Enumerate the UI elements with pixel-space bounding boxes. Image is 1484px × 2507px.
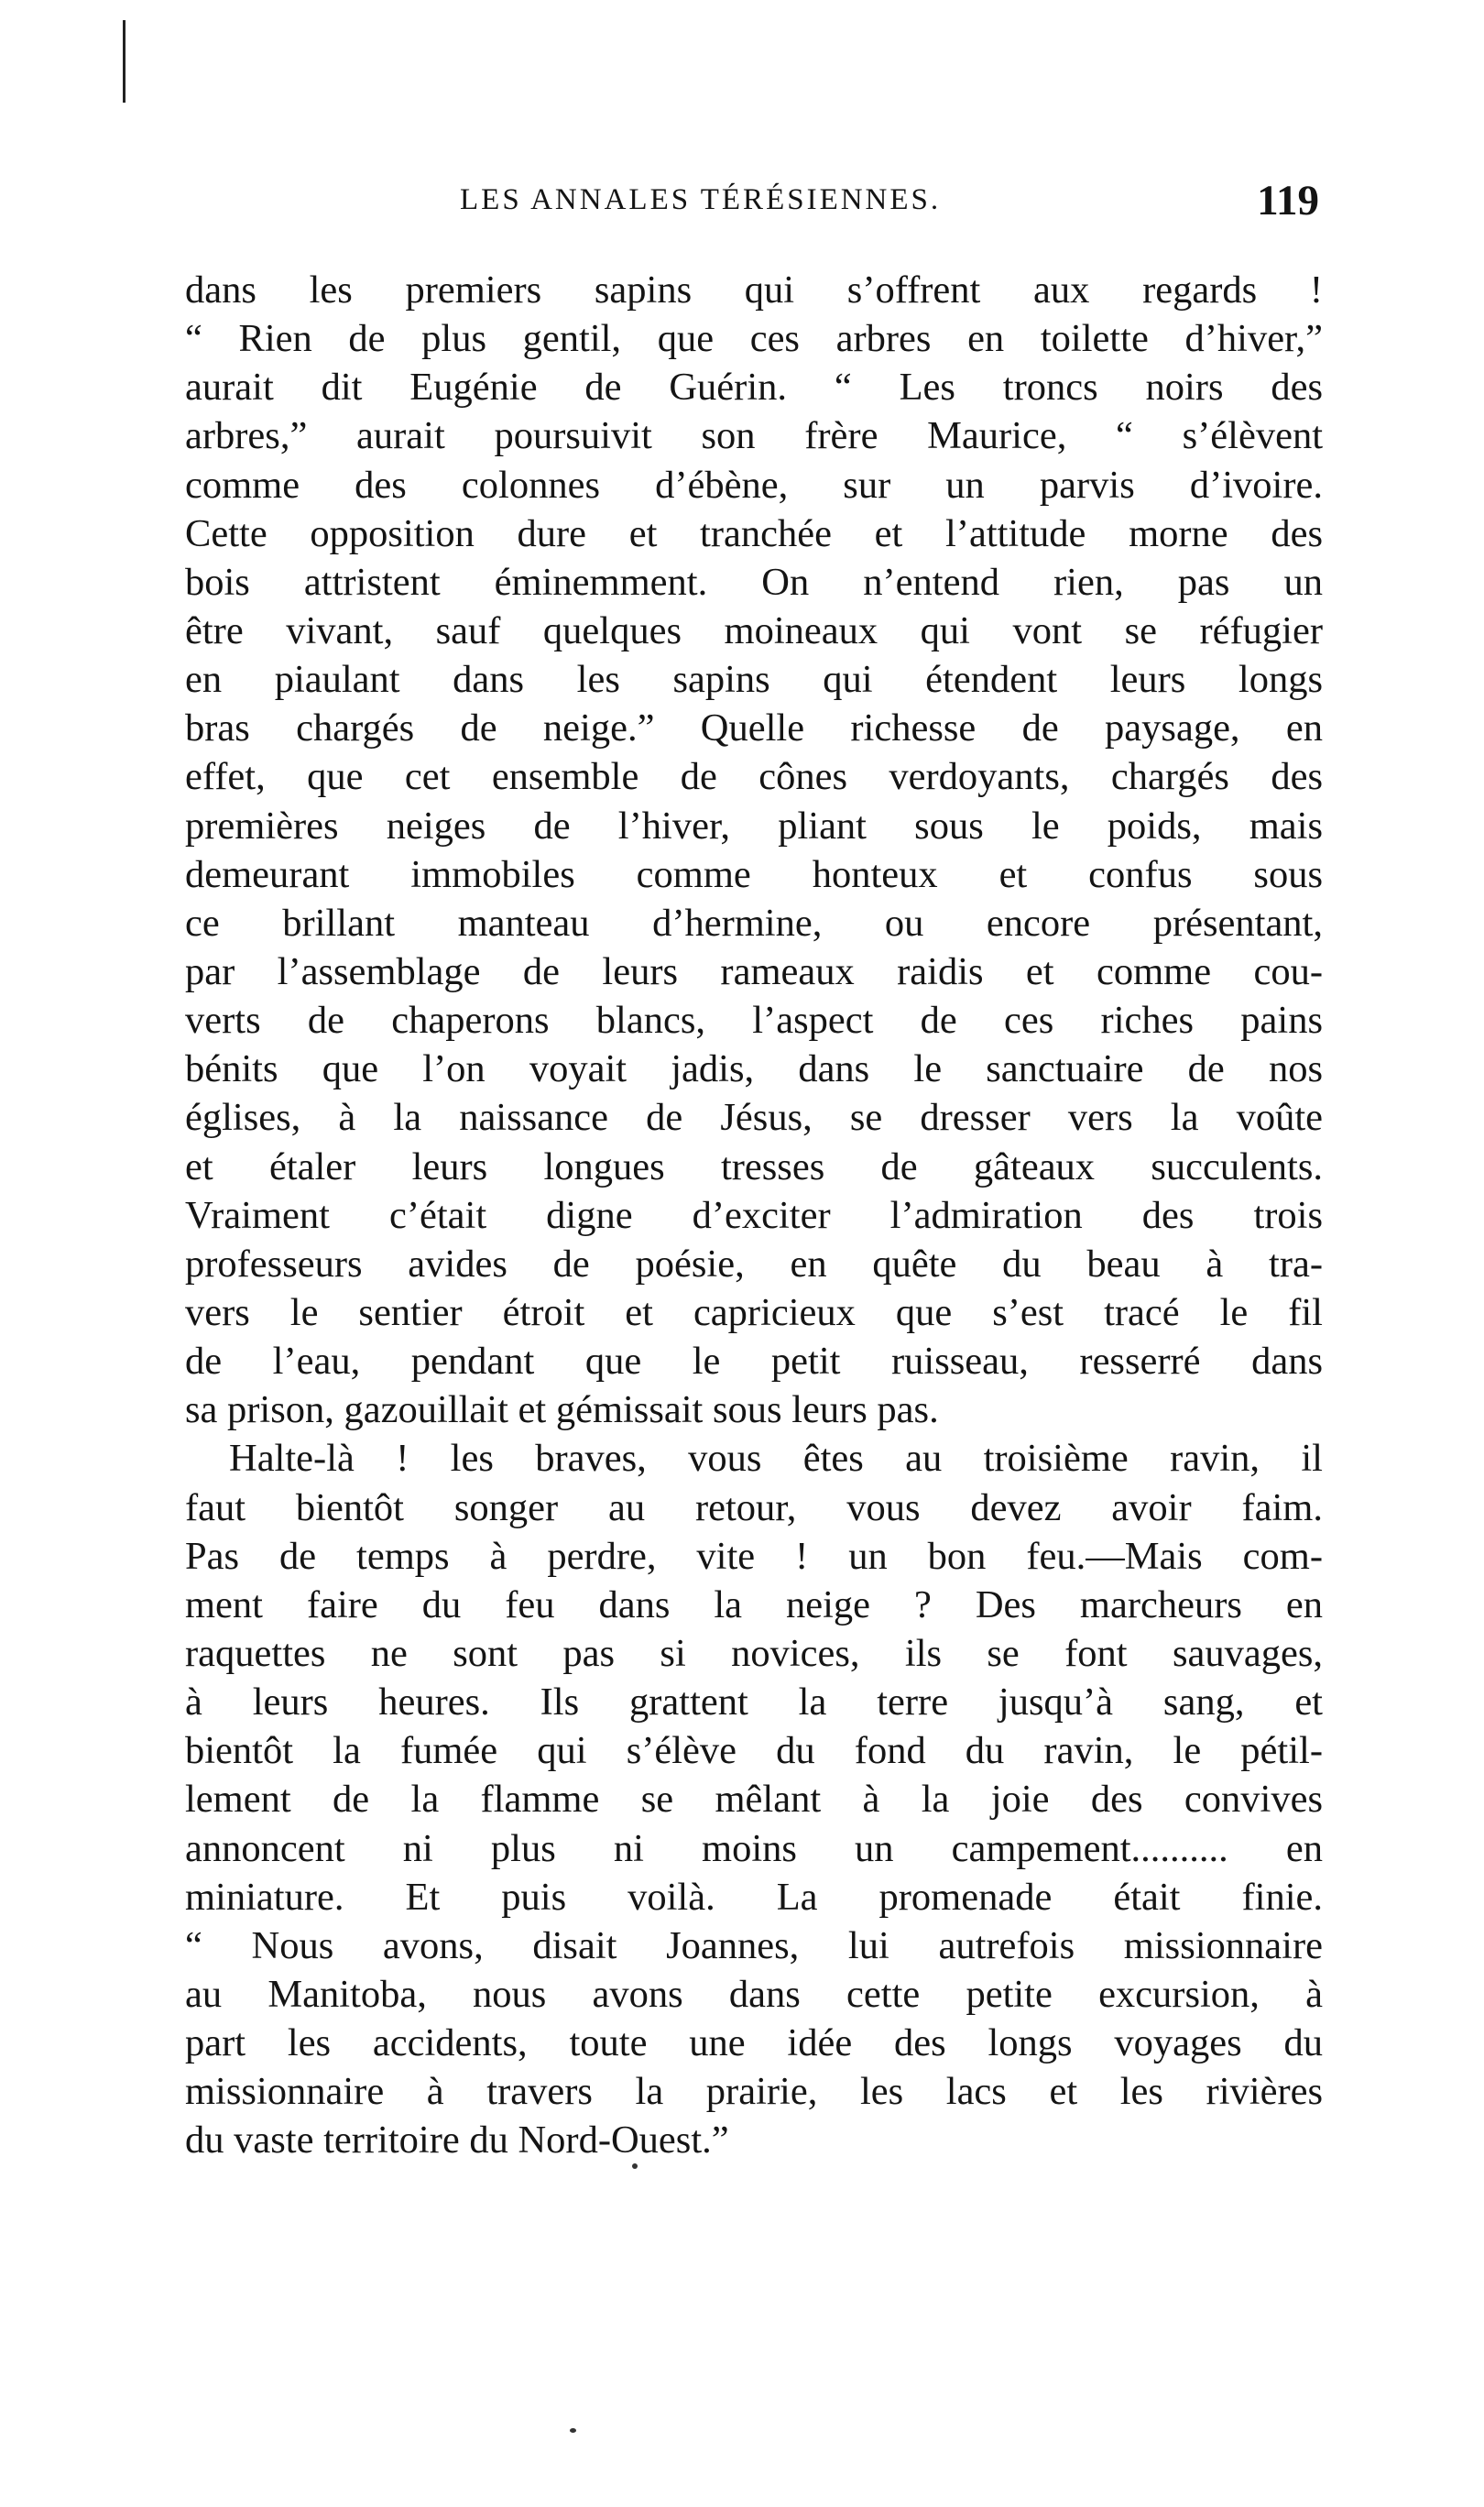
text-line: être vivant, sauf quelques moineaux qui vont se réfugier xyxy=(185,608,1323,652)
text-line: raquettes ne sont pas si novices, ils se font sauvages, xyxy=(185,1631,1323,1675)
text-line: de l’eau, pendant que le petit ruisseau, resserré dans xyxy=(185,1340,1323,1384)
text-line: Pas de temps à perdre, vite ! un bon feu.—Mais com- xyxy=(185,1534,1323,1578)
text-line: “ Nous avons, disait Joannes, lui autrefois missionnaire xyxy=(185,1923,1323,1967)
text-line: ment faire du feu dans la neige ? Des marcheurs en xyxy=(185,1582,1323,1626)
text-line: bénits que l’on voyait jadis, dans le sanctuaire de nos xyxy=(185,1047,1323,1091)
text-line: bras chargés de neige.” Quelle richesse de paysage, en xyxy=(185,706,1323,750)
running-title: LES ANNALES TÉRÉSIENNES. xyxy=(460,183,942,216)
ink-speck xyxy=(632,2163,638,2169)
text-line: premières neiges de l’hiver, pliant sous le poids, mais xyxy=(185,804,1323,848)
text-line: annoncent ni plus ni moins un campement.......... en xyxy=(185,1826,1323,1870)
text-line: part les accidents, toute une idée des longs voyages du xyxy=(185,2021,1323,2065)
text-line: effet, que cet ensemble de cônes verdoyants, chargés des xyxy=(185,755,1323,799)
text-line: aurait dit Eugénie de Guérin. “ Les troncs noirs des xyxy=(185,366,1323,410)
text-line: par l’assemblage de leurs rameaux raidis et comme cou- xyxy=(185,949,1323,993)
text-line: professeurs avides de poésie, en quête du beau à tra- xyxy=(185,1242,1323,1286)
paragraph-end-line: du vaste territoire du Nord-Ouest.” xyxy=(185,2118,729,2162)
text-line: Vraiment c’était digne d’exciter l’admiration des trois xyxy=(185,1193,1323,1237)
text-line: ce brillant manteau d’hermine, ou encore présentant, xyxy=(185,901,1323,945)
text-line: églises, à la naissance de Jésus, se dresser vers la voûte xyxy=(185,1096,1323,1140)
text-line: lement de la flamme se mêlant à la joie des convives xyxy=(185,1778,1323,1822)
text-line: en piaulant dans les sapins qui étendent leurs longs xyxy=(185,658,1323,702)
text-line: “ Rien de plus gentil, que ces arbres en toilette d’hiver,” xyxy=(185,317,1323,361)
page-number: 119 xyxy=(1257,177,1319,224)
text-line: miniature. Et puis voilà. La promenade était finie. xyxy=(185,1875,1323,1919)
text-line: faut bientôt songer au retour, vous devez avoir faim. xyxy=(185,1485,1323,1529)
text-line: bientôt la fumée qui s’élève du fond du ravin, le pétil- xyxy=(185,1729,1323,1773)
text-line: comme des colonnes d’ébène, sur un parvis d’ivoire. xyxy=(185,463,1323,507)
text-line: demeurant immobiles comme honteux et confus sous xyxy=(185,852,1323,896)
text-line: dans les premiers sapins qui s’offrent aux regards ! xyxy=(185,268,1323,312)
text-line: à leurs heures. Ils grattent la terre jusqu’à sang, et xyxy=(185,1680,1323,1724)
text-line: bois attristent éminemment. On n’entend rien, pas un xyxy=(185,560,1323,604)
text-line: et étaler leurs longues tresses de gâteaux succulents. xyxy=(185,1144,1323,1188)
running-head xyxy=(185,176,1323,235)
text-line: verts de chaperons blancs, l’aspect de ces riches pains xyxy=(185,999,1323,1043)
ink-speck xyxy=(570,2428,576,2433)
text-line: au Manitoba, nous avons dans cette petite excursion, à xyxy=(185,1972,1323,2016)
text-line: arbres,” aurait poursuivit son frère Maurice, “ s’élèvent xyxy=(185,414,1323,458)
text-line: vers le sentier étroit et capricieux que s’est tracé le fil xyxy=(185,1290,1323,1334)
margin-rule xyxy=(123,20,125,103)
text-line: Cette opposition dure et tranchée et l’attitude morne des xyxy=(185,511,1323,555)
body-text xyxy=(185,266,1323,2164)
text-line: missionnaire à travers la prairie, les lacs et les rivières xyxy=(185,2070,1323,2114)
paragraph-start-line: Halte-là ! les braves, vous êtes au troisième ravin, il xyxy=(229,1437,1323,1481)
paragraph-end-line: sa prison, gazouillait et gémissait sous leurs pas. xyxy=(185,1388,939,1432)
